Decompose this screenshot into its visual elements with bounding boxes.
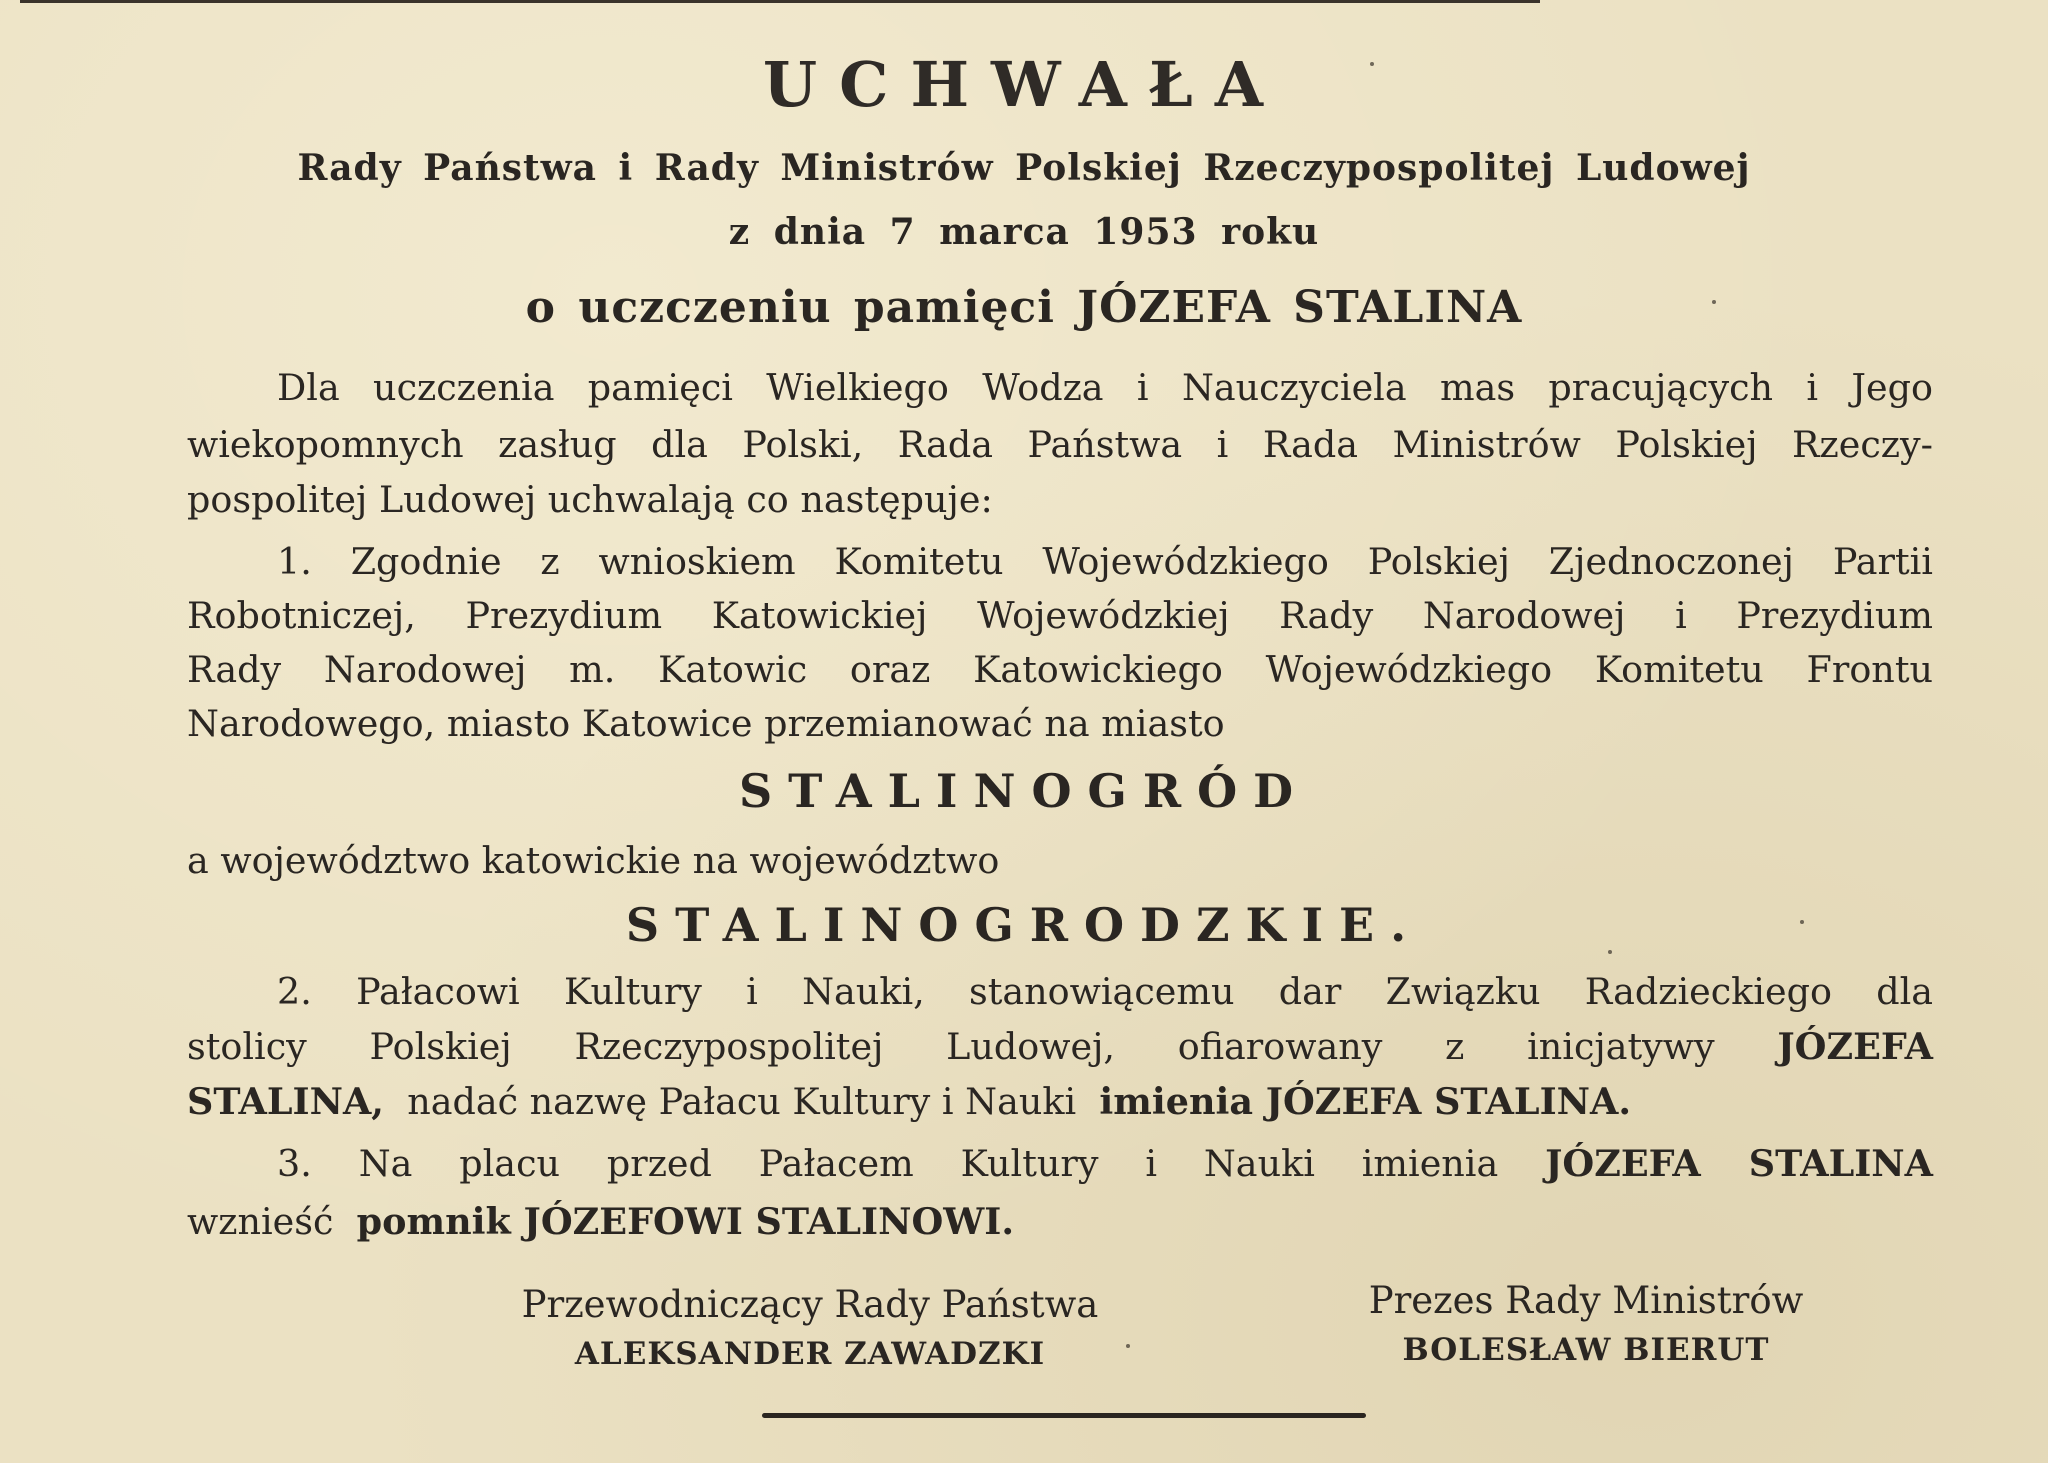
point2-bold: JÓZEFA <box>1777 1025 1933 1068</box>
signature-name: ALEKSANDER ZAWADZKI <box>574 1336 1046 1372</box>
point3-bold: JÓZEFA STALINA <box>1545 1142 1933 1185</box>
point2-line: 2. Pałacowi Kultury i Nauki, stanowiącemu dar Związku Radzieckiego dla <box>277 970 1933 1013</box>
point2-line <box>187 1080 1933 1123</box>
signature-role: Prezes Rady Ministrów <box>1368 1279 1804 1322</box>
point2-bold: imienia JÓZEFA STALINA. <box>1099 1080 1632 1123</box>
top-rule <box>20 0 1540 3</box>
point1-line: 1. Zgodnie z wnioskiem Komitetu Wojewódzkiego Polskiej Zjednoczonej Partii <box>277 540 1933 583</box>
point1-line: Rady Narodowej m. Katowic oraz Katowickiego Wojewódzkiego Komitetu Frontu <box>187 648 1933 691</box>
print-speck <box>1712 300 1716 304</box>
point3-bold: pomnik JÓZEFOWI STALINOWI. <box>356 1200 1015 1243</box>
point3-text: 3. Na placu przed Pałacem Kultury i Nauki imienia <box>277 1142 1499 1185</box>
voivodeship-name: STALINOGRODZKIE. <box>625 898 1423 952</box>
print-speck <box>1800 920 1804 924</box>
point1-line: Robotniczej, Prezydium Katowickiej Wojewódzkiej Rady Narodowej i Prezydium <box>187 594 1933 637</box>
document-subject: o uczczeniu pamięci JÓZEFA STALINA <box>525 282 1523 333</box>
bottom-rule <box>762 1413 1366 1418</box>
voivodeship-line: a województwo katowickie na województwo <box>187 839 1000 882</box>
signature-block <box>1296 1279 1876 1368</box>
point2-line <box>187 1025 1933 1068</box>
point1-line: Narodowego, miasto Katowice przemianować na miasto <box>187 702 1225 745</box>
signature-name: BOLESŁAW BIERUT <box>1402 1332 1770 1368</box>
point2-bold: STALINA, <box>187 1080 384 1123</box>
point2-text: stolicy Polskiej Rzeczypospolitej Ludowej, ofiarowany z inicjatywy <box>187 1025 1715 1068</box>
preamble-line: wiekopomnych zasług dla Polski, Rada Państwa i Rada Ministrów Polskiej Rzeczy- <box>187 423 1933 466</box>
point2-text: nadać nazwę Pałacu Kultury i Nauki <box>407 1080 1077 1123</box>
signature-block <box>470 1283 1150 1372</box>
preamble-line: pospolitej Ludowej uchwalają co następuje: <box>187 478 993 521</box>
city-name: STALINOGRÓD <box>738 764 1310 818</box>
print-speck <box>1608 950 1612 954</box>
document-date: z dnia 7 marca 1953 roku <box>728 211 1320 253</box>
signature-role: Przewodniczący Rady Państwa <box>521 1283 1099 1326</box>
point3-text: wznieść <box>187 1200 334 1243</box>
point3-line <box>277 1142 1933 1185</box>
print-speck <box>1370 62 1374 66</box>
point3-line <box>187 1200 1933 1243</box>
print-speck <box>1126 1344 1130 1348</box>
preamble-line: Dla uczczenia pamięci Wielkiego Wodza i Nauczyciela mas pracujących i Jego <box>277 366 1933 409</box>
document-title: UCHWAŁA <box>763 48 1285 121</box>
document-subtitle: Rady Państwa i Rady Ministrów Polskiej Rzeczypospolitej Ludowej <box>297 147 1751 189</box>
